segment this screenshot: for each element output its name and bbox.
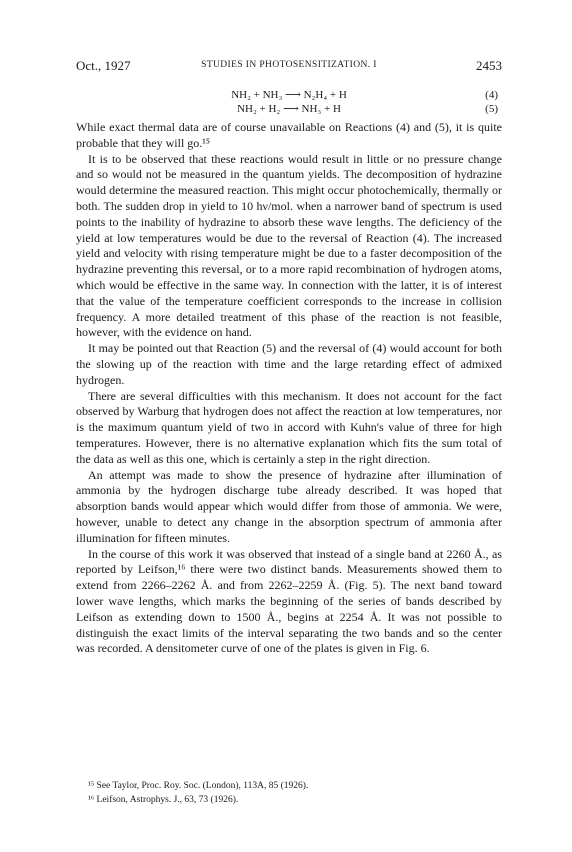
equation-expression: NH₂ + NH₃ ⟶ N₂H₄ + H (231, 89, 347, 101)
page-number: 2453 (476, 58, 502, 73)
header-date: Oct., 1927 (76, 58, 131, 73)
page-header (76, 58, 502, 74)
equation-5 (76, 102, 502, 116)
paragraph: In the course of this work it was observed that instead of a single band at 2260 Å., as reported by Leifson,¹⁶ there were two distinct bands. Measurements showed them to extend from 2266–2262 Å. and from 2262–2259 Å. (Fig. 5). The next band toward lower wave lengths, which marks the beginning of the series of bands described by Leifson as extending down to 1500 Å., begins at 2254 Å. It was not possible to distinguish the exact limits of the interval separating the two bands and so the center was recorded. A densitometer curve of one of the plates is given in Fig. 6. (76, 546, 502, 656)
equation-expression: NH₂ + H₂ ⟶ NH₃ + H (237, 103, 341, 115)
paragraph: While exact thermal data are of course unavailable on Reactions (4) and (5), it is quite probable that they will go.¹⁵ (76, 120, 502, 150)
paragraph: It may be pointed out that Reaction (5) and the reversal of (4) would account for both the slowing up of the reaction with time and the large retarding effect of admixed hydrogen. (76, 341, 502, 387)
footnote-16: ¹⁶ Leifson, Astrophys. J., 63, 73 (1926). (88, 795, 239, 805)
paragraph: An attempt was made to show the presence of hydrazine after illumination of ammonia by the hydrogen discharge tube already described. It was hoped that absorption bands would appear which would differ from those of ammonia. We were, however, unable to detect any change in the absorption spectrum of ammonia after illumination for fifteen minutes. (76, 467, 502, 545)
equation-4 (76, 88, 502, 102)
equation-number: (4) (485, 89, 498, 101)
paragraph: There are several difficulties with this mechanism. It does not account for the fact observed by Warburg that hydrogen does not affect the reaction at low temperatures, nor is the maximum quantum yield of two in accord with Kuhn's value of three for high temperatures. However, there is no alternative explanation which fits the sum total of the data as well as this one, which is certainly a step in the right direction. (76, 388, 502, 466)
equation-number: (5) (485, 103, 498, 115)
running-title: STUDIES IN PHOTOSENSITIZATION. I (201, 60, 377, 70)
paragraph: It is to be observed that these reactions would result in little or no pressure change and so would not be measured in the quantum yields. The decomposition of hydrazine would determine the measured reaction. This might occur photochemically, thermally or both. The sudden drop in yield to 10 hν/mol. when a narrower band of spectrum is used points to the inability of hydrazine to absorb these wave lengths. The deficiency of the yield at low temperatures would be due to the reversal of Reaction (4). The increased yield and velocity with rising temperature might be due to a faster decomposition of the hydrazine preventing this reversal, or to a more rapid recombination of hydrogen atoms, which would be effective in the same way. In connection with the latter, it is of interest that the value of the temperature coefficient corresponds to the increase in collision frequency. A more detailed treatment of this phase of the reaction is not feasible, however, with the evidence on hand. (76, 151, 502, 340)
footnote-15: ¹⁵ See Taylor, Proc. Roy. Soc. (London), 113A, 85 (1926). (88, 781, 309, 791)
body-text (76, 120, 502, 657)
